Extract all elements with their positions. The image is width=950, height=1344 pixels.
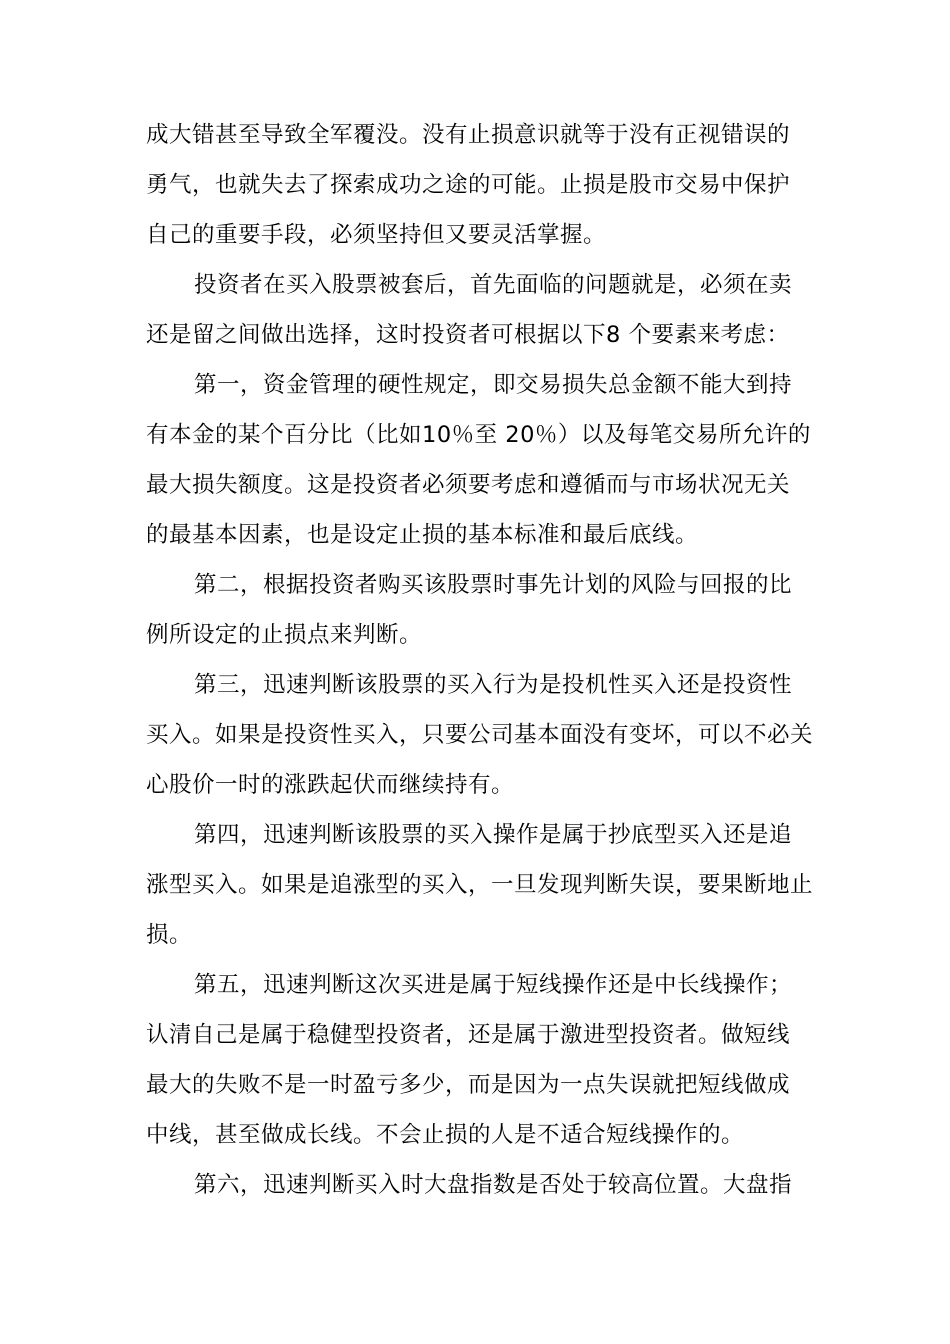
paragraph-start-line: 第四，迅速判断该股票的买入操作是属于抄底型买入还是追 [194,822,793,848]
paragraph-start-line: 第二，根据投资者购买该股票时事先计划的风险与回报的比 [194,572,793,598]
text-line: 涨型买入。如果是追涨型的买入，一旦发现判断失误，要果断地止 [146,872,814,898]
paragraph-start-line: 第一，资金管理的硬性规定，即交易损失总金额不能大到持 [194,372,793,398]
text-line: 认清自己是属于稳健型投资者，还是属于激进型投资者。做短线 [146,1022,791,1048]
paragraph-start-line: 第三，迅速判断该股票的买入行为是投机性买入还是投资性 [194,672,793,698]
text-line: 损。 [146,922,193,948]
text-line: 例所设定的止损点来判断。 [146,622,423,648]
text-line: 心股价一时的涨跌起伏而继续持有。 [146,772,515,798]
text-line: 有本金的某个百分比（比如10％至 20％）以及每笔交易所允许的 [146,422,811,448]
paragraph-start-line: 第六，迅速判断买入时大盘指数是否处于较高位置。大盘指 [194,1172,793,1198]
paragraph-start-line: 第五，迅速判断这次买进是属于短线操作还是中长线操作； [194,972,793,998]
text-line: 的最基本因素，也是设定止损的基本标准和最后底线。 [146,522,699,548]
text-line: 买入。如果是投资性买入，只要公司基本面没有变坏，可以不必关 [146,722,814,748]
text-line: 最大损失额度。这是投资者必须要考虑和遵循而与市场状况无关 [146,472,791,498]
text-line: 勇气，也就失去了探索成功之途的可能。止损是股市交易中保护 [146,172,791,198]
text-line: 成大错甚至导致全军覆没。没有止损意识就等于没有正视错误的 [146,122,791,148]
text-line: 中线，甚至做成长线。不会止损的人是不适合短线操作的。 [146,1122,745,1148]
text-line: 最大的失败不是一时盈亏多少，而是因为一点失误就把短线做成 [146,1072,791,1098]
paragraph-start-line: 投资者在买入股票被套后，首先面临的问题就是，必须在卖 [194,272,793,298]
text-line: 还是留之间做出选择，这时投资者可根据以下8 个要素来考虑： [146,322,790,348]
text-line: 自己的重要手段，必须坚持但又要灵活掌握。 [146,222,607,248]
